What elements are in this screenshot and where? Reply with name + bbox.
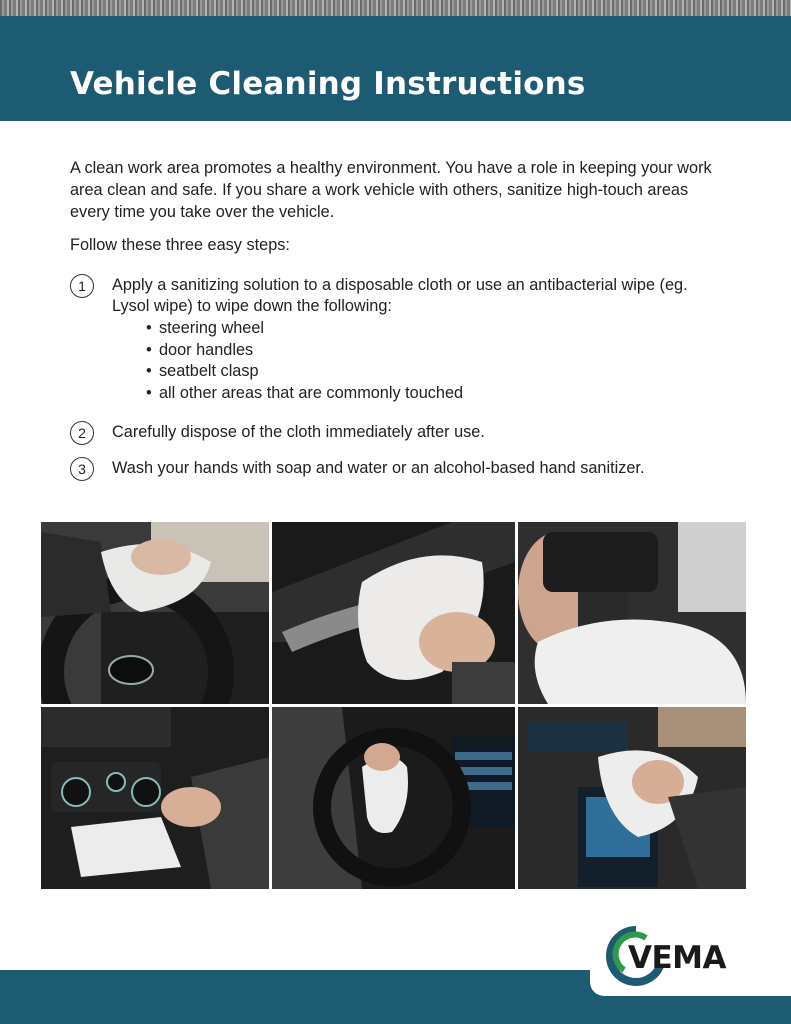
vema-logo [590,920,791,996]
photo-touchscreen [518,707,746,889]
step-number-1: 1 [70,274,94,298]
step-text-1: Apply a sanitizing solution to a disposable cloth or use an antibacterial wipe (eg. Lysol wipe) to wipe down the following: [112,276,688,315]
page-title: Vehicle Cleaning Instructions [70,66,586,102]
list-item: • steering wheel [146,318,463,340]
steps-intro: Follow these three easy steps: [70,236,290,254]
list-item: • seatbelt clasp [146,361,463,383]
top-texture-strip [0,0,791,16]
logo-text: VEMA [628,940,727,976]
intro-paragraph: A clean work area promotes a healthy environment. You have a role in keeping your work area clean and safe. If you share a work vehicle with others, sanitize high-touch areas every time you take over the vehicle. [70,159,712,221]
step-text-2: Carefully dispose of the cloth immediately after use. [112,423,485,441]
list-item: • all other areas that are commonly touched [146,383,463,405]
step-number-2: 2 [70,421,94,445]
list-item: • door handles [146,340,463,362]
step-number-3: 3 [70,457,94,481]
surface-list [146,318,463,405]
step-text-3: Wash your hands with soap and water or an alcohol-based hand sanitizer. [112,459,645,477]
photo-dashboard-screen [272,707,515,889]
photo-steering-wheel [41,522,269,704]
photo-seatbelt-clasp [518,522,746,704]
photo-console [41,707,269,889]
photo-door-handle [272,522,515,704]
